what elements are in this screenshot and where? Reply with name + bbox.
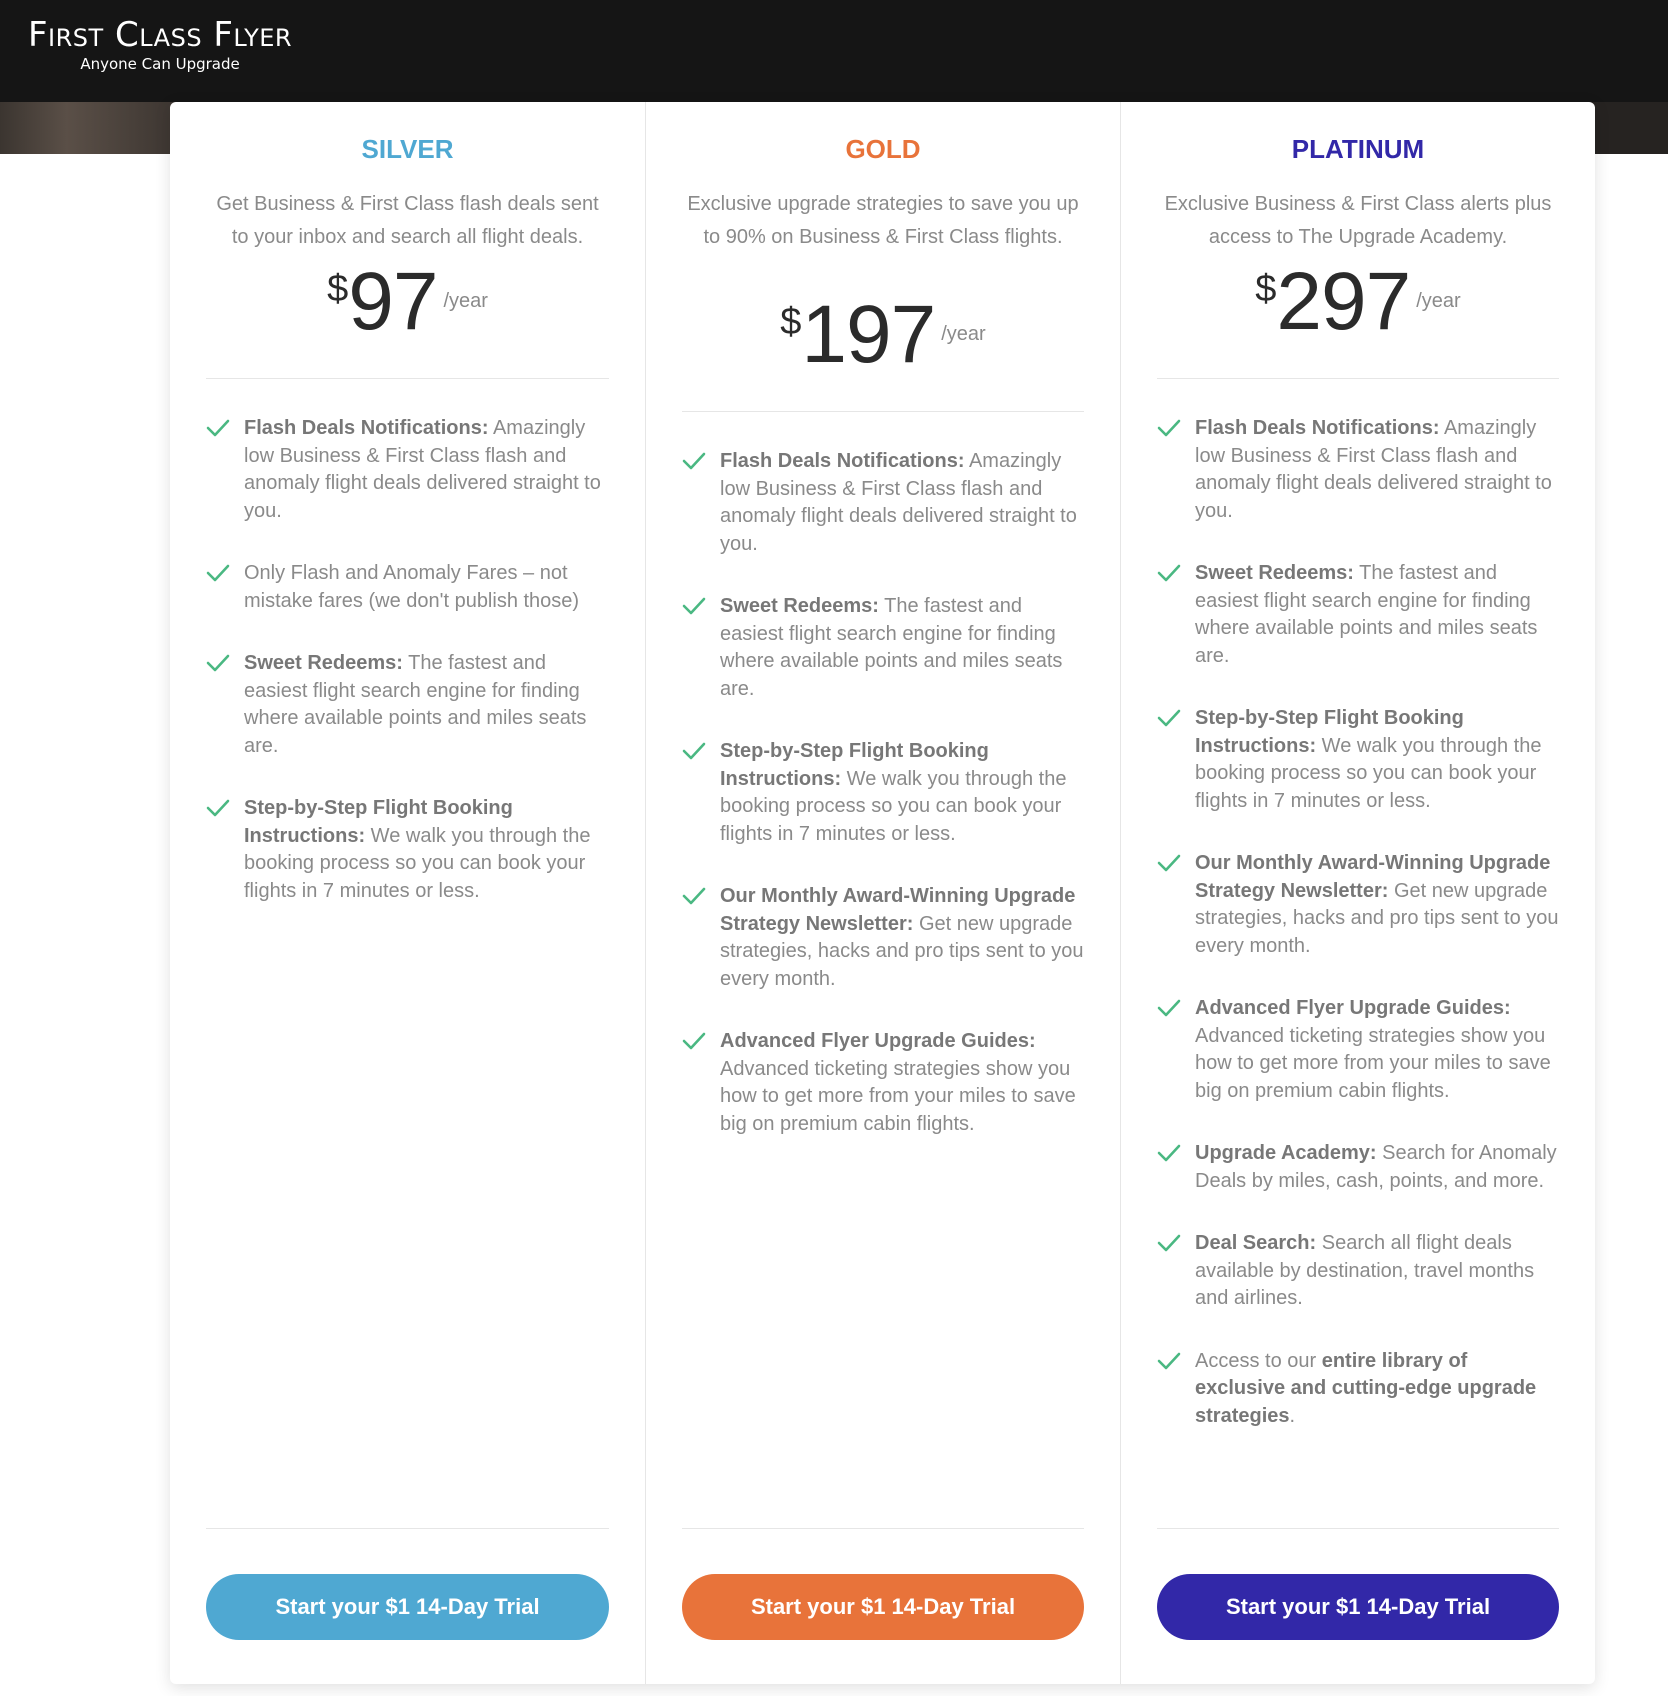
brand-title: First Class Flyer	[28, 15, 293, 55]
feature-title: Advanced Flyer Upgrade Guides:	[1195, 997, 1511, 1019]
start-trial-button[interactable]: Start your $1 14-Day Trial	[682, 1574, 1084, 1640]
check-icon	[1157, 1233, 1181, 1253]
feature-item	[206, 650, 609, 760]
check-icon	[682, 886, 706, 906]
check-icon	[682, 741, 706, 761]
feature-title: Flash Deals Notifications:	[244, 417, 489, 439]
plan-name: SILVER	[361, 134, 454, 164]
feature-item	[682, 738, 1084, 848]
feature-item	[682, 1028, 1084, 1138]
feature-title: Sweet Redeems:	[720, 595, 879, 617]
check-icon	[206, 653, 230, 673]
feature-text: We walk you through the booking process so you can book your flights in 7 minutes or less.	[1195, 734, 1542, 812]
plan-description: Exclusive Business & First Class alerts plus access to The Upgrade Academy.	[1164, 193, 1552, 248]
feature-item	[206, 795, 609, 905]
feature-text: Search for Anomaly Deals by miles, cash, points, and more.	[1195, 1142, 1557, 1192]
brand-tagline: Anyone Can Upgrade	[80, 55, 240, 73]
feature-item	[206, 560, 609, 615]
feature-item	[682, 593, 1084, 703]
start-trial-button[interactable]: Start your $1 14-Day Trial	[206, 1574, 609, 1640]
feature-text: Access to our	[1195, 1349, 1322, 1372]
check-icon	[1157, 998, 1181, 1018]
feature-text: Amazingly low Business & First Class flash and anomaly flight deals delivered straight to you.	[244, 417, 601, 522]
feature-title: Step-by-Step Flight Booking Instructions:	[244, 797, 513, 847]
feature-text: Search all flight deals available by destination, travel months and airlines.	[1195, 1232, 1535, 1309]
feature-item	[1157, 1348, 1559, 1431]
price-amount: 97	[348, 256, 438, 347]
check-icon	[682, 451, 706, 471]
check-icon	[1157, 563, 1181, 583]
feature-list	[206, 415, 609, 905]
check-icon	[1157, 1143, 1181, 1163]
start-trial-button[interactable]: Start your $1 14-Day Trial	[1157, 1574, 1559, 1640]
feature-title: Flash Deals Notifications:	[1195, 417, 1440, 439]
feature-item	[1157, 1140, 1559, 1195]
feature-text: Get new upgrade strategies, hacks and pro tips sent to you every month.	[1195, 879, 1559, 957]
pricing-table	[170, 102, 1595, 1684]
feature-item	[206, 415, 609, 525]
check-icon	[682, 596, 706, 616]
plan-name: PLATINUM	[1291, 134, 1425, 164]
feature-item	[1157, 850, 1559, 960]
plan-description: Exclusive upgrade strategies to save you up to 90% on Business & First Class flights.	[687, 193, 1079, 248]
price-amount: 197	[801, 289, 936, 380]
price-period: /year	[941, 323, 986, 345]
feature-item	[1157, 415, 1559, 525]
check-icon	[1157, 1351, 1181, 1371]
plan-price	[682, 289, 1084, 380]
check-icon	[682, 1031, 706, 1051]
feature-text: Advanced ticketing strategies show you how to get more from your miles to save big on premium cabin flights.	[1195, 1024, 1551, 1102]
plan-gold	[645, 102, 1120, 1684]
check-icon	[1157, 418, 1181, 438]
feature-title: Sweet Redeems:	[244, 652, 403, 674]
feature-title: Sweet Redeems:	[1195, 562, 1354, 584]
check-icon	[206, 798, 230, 818]
price-currency: $	[1255, 268, 1277, 310]
feature-item	[1157, 1230, 1559, 1313]
feature-text: The fastest and easiest flight search engine for finding where available points and miles seats are.	[1195, 562, 1538, 667]
plan-description: Get Business & First Class flash deals sent to your inbox and search all flight deals.	[216, 193, 599, 248]
feature-title: Step-by-Step Flight Booking Instructions:	[720, 740, 989, 790]
divider	[682, 411, 1084, 412]
price-amount: 297	[1276, 256, 1411, 347]
plan-silver	[170, 102, 645, 1684]
feature-text: We walk you through the booking process so you can book your flights in 7 minutes or less.	[720, 767, 1067, 845]
feature-item	[1157, 995, 1559, 1105]
feature-title: Step-by-Step Flight Booking Instructions:	[1195, 707, 1464, 757]
feature-list	[682, 448, 1084, 1138]
feature-text: We walk you through the booking process so you can book your flights in 7 minutes or less.	[244, 824, 591, 902]
feature-text: Amazingly low Business & First Class flash and anomaly flight deals delivered straight to you.	[720, 450, 1077, 555]
divider	[206, 378, 609, 379]
feature-text: .	[1289, 1404, 1296, 1427]
divider	[1157, 378, 1559, 379]
price-period: /year	[443, 290, 488, 312]
site-header	[0, 0, 1668, 102]
check-icon	[206, 563, 230, 583]
feature-item	[1157, 705, 1559, 815]
divider	[1157, 1528, 1559, 1529]
divider	[682, 1528, 1084, 1529]
price-period: /year	[1416, 290, 1461, 312]
check-icon	[206, 418, 230, 438]
plan-price	[206, 256, 609, 347]
feature-item	[1157, 560, 1559, 670]
feature-title: Our Monthly Award-Winning Upgrade Strategy Newsletter:	[720, 885, 1076, 935]
feature-item	[682, 883, 1084, 993]
check-icon	[1157, 708, 1181, 728]
plan-price	[1157, 256, 1559, 347]
divider	[206, 1528, 609, 1529]
check-icon	[1157, 853, 1181, 873]
brand-logo[interactable]	[28, 14, 292, 74]
feature-text: Amazingly low Business & First Class flash and anomaly flight deals delivered straight to you.	[1195, 417, 1552, 522]
price-currency: $	[780, 301, 802, 343]
feature-text: The fastest and easiest flight search engine for finding where available points and miles seats are.	[720, 595, 1063, 700]
feature-title: Our Monthly Award-Winning Upgrade Strategy Newsletter:	[1195, 852, 1551, 902]
feature-title: Advanced Flyer Upgrade Guides:	[720, 1030, 1036, 1052]
feature-text: Only Flash and Anomaly Fares – not mistake fares (we don't publish those)	[244, 562, 580, 612]
feature-title: Flash Deals Notifications:	[720, 450, 965, 472]
feature-text: Get new upgrade strategies, hacks and pro tips sent to you every month.	[720, 912, 1084, 990]
plan-platinum	[1120, 102, 1595, 1684]
feature-title: Upgrade Academy:	[1195, 1142, 1377, 1164]
price-currency: $	[327, 268, 349, 310]
feature-title: entire library of exclusive and cutting-edge upgrade strategies	[1195, 1349, 1537, 1427]
feature-text: Advanced ticketing strategies show you how to get more from your miles to save big on premium cabin flights.	[720, 1057, 1076, 1135]
plan-name: GOLD	[845, 134, 921, 164]
feature-title: Deal Search:	[1195, 1232, 1317, 1254]
feature-item	[682, 448, 1084, 558]
feature-list	[1157, 415, 1559, 1430]
feature-text: The fastest and easiest flight search engine for finding where available points and miles seats are.	[244, 652, 587, 757]
